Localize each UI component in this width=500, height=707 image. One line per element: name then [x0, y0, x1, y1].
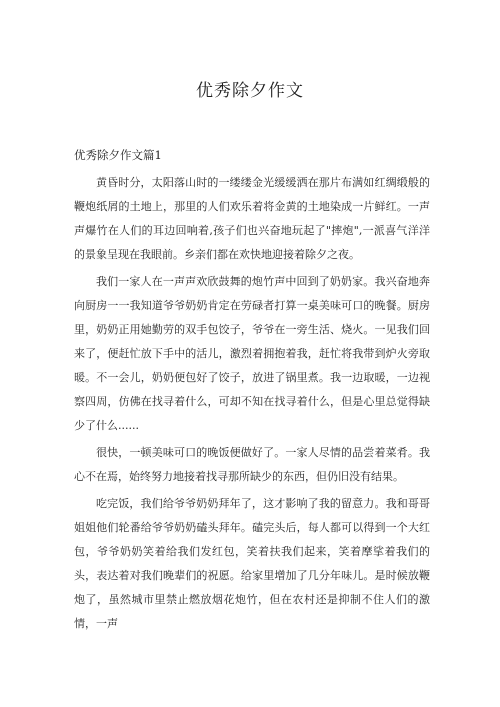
paragraph-2: 我们一家人在一声声欢欣鼓舞的炮竹声中回到了奶奶家。我兴奋地奔向厨房一一我知道爷爷奶奶肯定在劳碌者打算一桌美味可口的晚餐。厨房里，奶奶正用她勤劳的双手包饺子，爷爷在一旁生活、烧火。一见我们回来了，便赶忙放下手中的活儿，激烈着拥抱着我，赶忙将我带到炉火旁取暖。不一会儿，奶奶便包好了饺子，放进了锅里煮。我一边取暖，一边视察四周，仿佛在找寻着什么，可却不知在找寻着什么，但是心里总觉得缺少了什么......	[74, 275, 430, 432]
paragraph-1: 黄昏时分，太阳落山时的一缕缕金光缓缓洒在那片布满如红绸缎般的鞭炮纸屑的土地上，那里的人们欢乐着将金黄的土地染成一片鲜红。一声声爆竹在人们的耳边回响着,孩子们也兴奋地玩起了"摔炮",一派喜气洋洋的景象呈现在我眼前。乡亲们都在欢快地迎接着除夕之夜。	[74, 176, 430, 261]
section-heading: 优秀除夕作文篇1	[74, 148, 162, 162]
paragraph-3: 很快，一顿美味可口的晚饭便做好了。一家人尽情的品尝着菜肴。我心不在焉，始终努力地接着找寻那所缺少的东西，但仍旧没有结果。	[74, 446, 430, 483]
document-title: 优秀除夕作文	[196, 81, 304, 101]
paragraph-4: 吃完饭，我们给爷爷奶奶拜年了，这才影响了我的留意力。我和哥哥姐姐他们轮番给爷爷奶奶磕头拜年。磕完头后，每人都可以得到一个大红包，爷爷奶奶笑着给我们发红包，笑着扶我们起来，笑着摩挲着我们的头，表达着对我们晚辈们的祝愿。给家里增加了几分年味儿。是时候放鞭炮了，虽然城市里禁止燃放烟花炮竹，但在农村还是抑制不住人们的激情，一声	[74, 497, 430, 630]
document-body	[74, 171, 430, 639]
